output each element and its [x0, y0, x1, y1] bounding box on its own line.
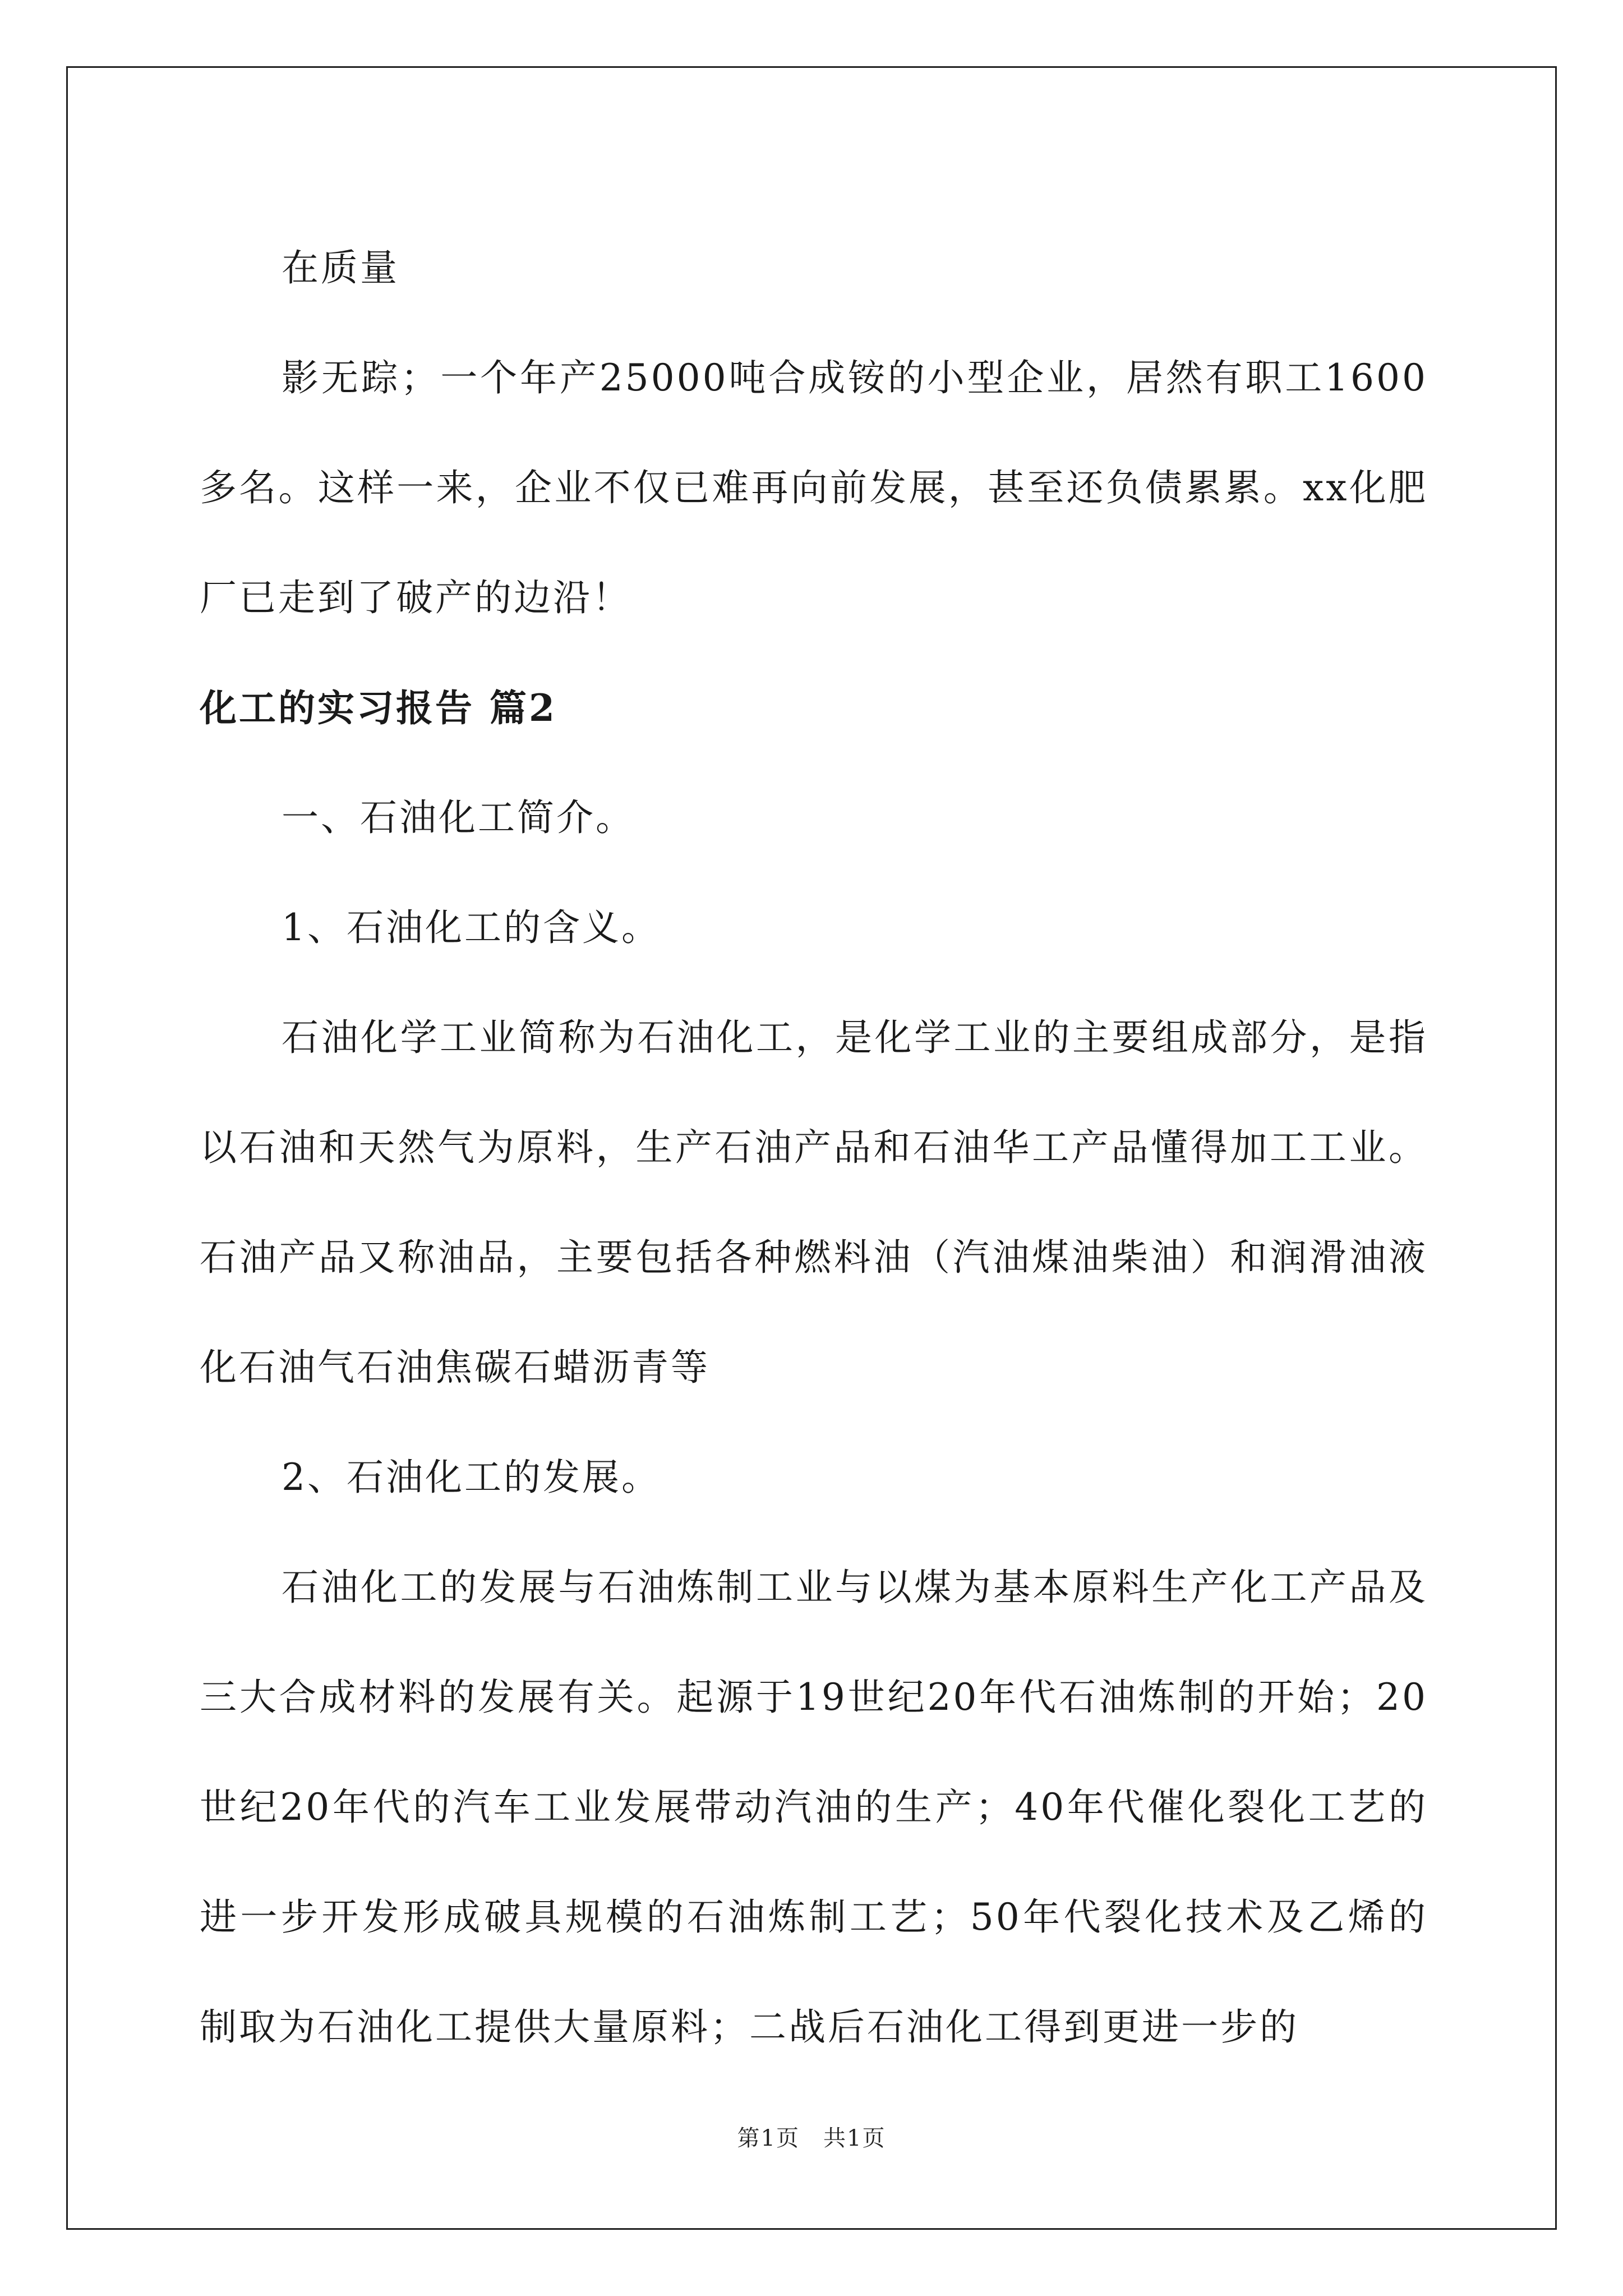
paragraph-definition: 石油化学工业简称为石油化工，是化学工业的主要组成部分，是指以石油和天然气为原料，生产石油产品和石油华工产品懂得加工工业。石油产品又称油品，主要包括各种燃料油（汽油煤油柴油）和润滑油液化石油气石油焦碳石蜡沥青等 [200, 1016, 1428, 1389]
page-footer: 第1页 共1页 [737, 2125, 886, 2151]
paragraph-bankruptcy: 影无踪；一个年产25000吨合成铵的小型企业，居然有职工1600多名。这样一来，企业不仅已难再向前发展，甚至还负债累累。xx化肥厂已走到了破产的边沿！ [200, 356, 1428, 619]
section-heading: 化工的实习报告 篇2 [200, 686, 557, 730]
subheading-development: 2、石油化工的发展。 [282, 1456, 661, 1499]
paragraph-development: 石油化工的发展与石油炼制工业与以煤为基本原料生产化工产品及三大合成材料的发展有关。起源于19世纪20年代石油炼制的开始；20世纪20年代的汽车工业发展带动汽油的生产；40年代催化裂化工艺的进一步开发形成破具规模的石油炼制工艺；50年代裂化技术及乙烯的制取为石油化工提供大量原料；二战后石油化工得到更进一步的 [200, 1566, 1428, 2049]
subheading-overview: 一、石油化工简介。 [282, 796, 635, 839]
document-body [200, 213, 1428, 2082]
paragraph-intro: 在质量 [282, 246, 399, 289]
subheading-definition: 1、石油化工的含义。 [282, 906, 661, 949]
